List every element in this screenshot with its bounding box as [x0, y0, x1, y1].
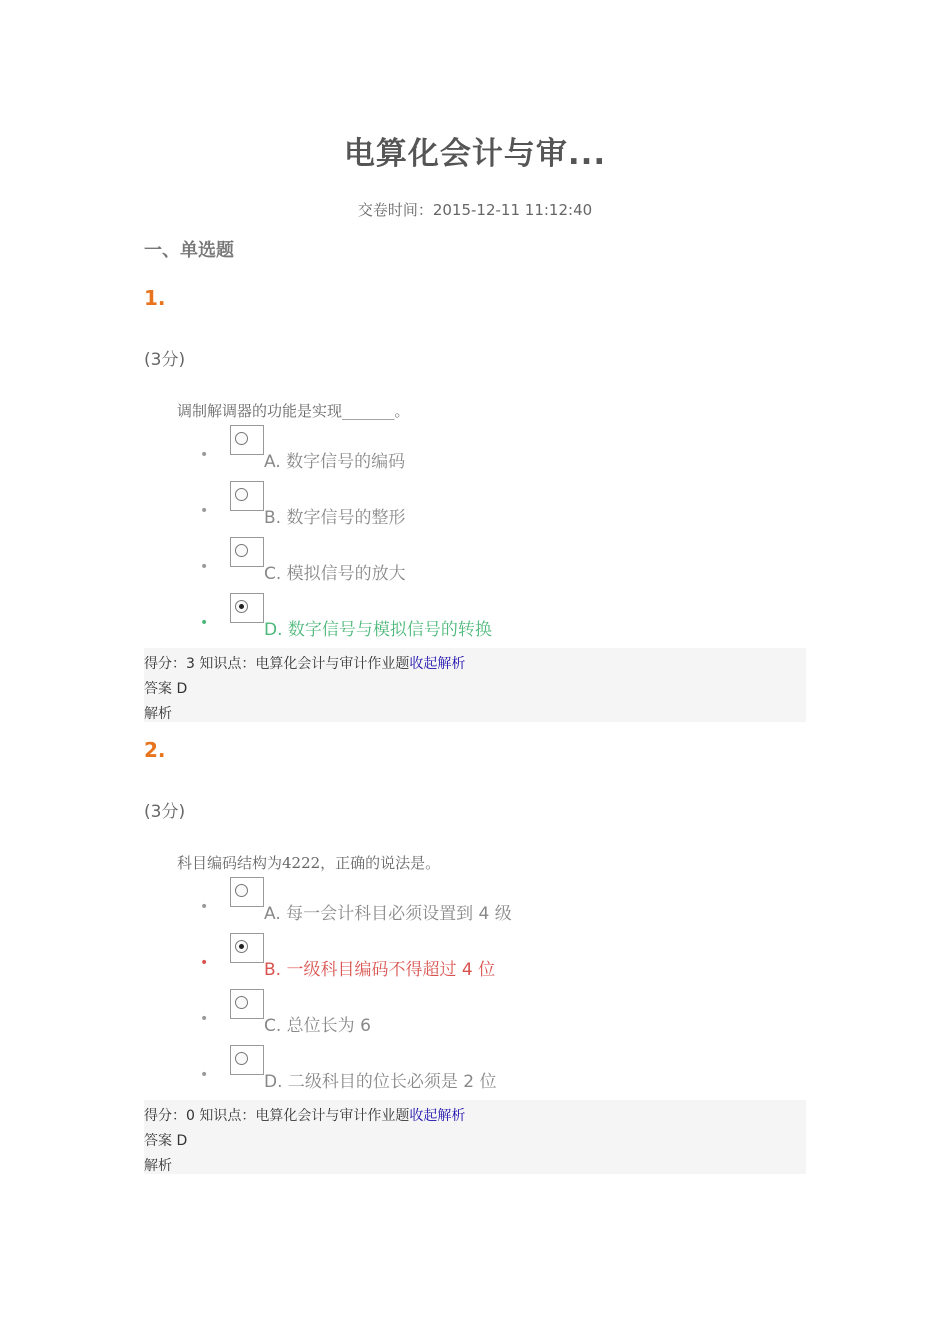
analysis-line: 解析 [144, 1158, 172, 1174]
score-text: 得分：3 知识点：电算化会计与审计作业题 [144, 656, 410, 672]
bullet: • [200, 503, 209, 519]
question-score: (3分) [144, 802, 186, 822]
question-score: (3分) [144, 350, 186, 370]
bullet: • [200, 615, 209, 631]
option-label: C. 模拟信号的放大 [264, 564, 406, 584]
option-b[interactable] [200, 481, 800, 537]
score-line [144, 1105, 465, 1125]
page-title: 电算化会计与审... [343, 136, 607, 172]
radio-button[interactable] [235, 432, 248, 445]
radio-frame[interactable] [230, 989, 264, 1019]
radio-frame[interactable] [230, 537, 264, 567]
radio-button[interactable] [235, 544, 248, 557]
bullet: • [200, 1067, 209, 1083]
bullet: • [200, 899, 209, 915]
radio-button-selected[interactable] [235, 600, 248, 613]
bullet: • [200, 955, 209, 971]
result-panel [144, 1100, 806, 1174]
radio-button[interactable] [235, 996, 248, 1009]
section-title: 一、单选题 [144, 240, 234, 261]
option-label: B. 数字信号的整形 [264, 508, 406, 528]
radio-frame[interactable] [230, 877, 264, 907]
score-text: 得分：0 知识点：电算化会计与审计作业题 [144, 1108, 410, 1124]
radio-frame[interactable] [230, 933, 264, 963]
question-number: 2. [144, 738, 166, 762]
bullet: • [200, 1011, 209, 1027]
answer-line: 答案 D [144, 681, 188, 697]
answer-line: 答案 D [144, 1133, 188, 1149]
question-text: 调制解调器的功能是实现_______。 [177, 402, 410, 420]
option-c[interactable] [200, 537, 800, 593]
option-d[interactable] [200, 1045, 800, 1101]
radio-frame[interactable] [230, 593, 264, 623]
submit-time: 交卷时间：2015-12-11 11:12:40 [357, 201, 593, 219]
bullet: • [200, 559, 209, 575]
radio-frame[interactable] [230, 425, 264, 455]
radio-frame[interactable] [230, 1045, 264, 1075]
option-a[interactable] [200, 877, 800, 933]
option-a[interactable] [200, 425, 800, 481]
option-label: C. 总位长为 6 [264, 1016, 371, 1036]
collapse-analysis-link[interactable]: 收起解析 [409, 656, 466, 672]
bullet: • [200, 447, 209, 463]
option-label: D. 数字信号与模拟信号的转换 [264, 620, 492, 640]
radio-button[interactable] [235, 1052, 248, 1065]
option-b[interactable] [200, 933, 800, 989]
option-c[interactable] [200, 989, 800, 1045]
score-line [144, 653, 465, 673]
option-label: D. 二级科目的位长必须是 2 位 [264, 1072, 497, 1092]
option-label: A. 每一会计科目必须设置到 4 级 [264, 904, 512, 924]
option-label: A. 数字信号的编码 [264, 452, 406, 472]
analysis-line: 解析 [144, 706, 172, 722]
question-number: 1. [144, 286, 166, 310]
collapse-analysis-link[interactable]: 收起解析 [409, 1108, 466, 1124]
radio-button[interactable] [235, 884, 248, 897]
radio-frame[interactable] [230, 481, 264, 511]
option-d[interactable] [200, 593, 800, 649]
radio-button[interactable] [235, 488, 248, 501]
question-text: 科目编码结构为4222，正确的说法是。 [177, 854, 441, 872]
radio-button-selected[interactable] [235, 940, 248, 953]
option-label: B. 一级科目编码不得超过 4 位 [264, 960, 496, 980]
result-panel [144, 648, 806, 722]
